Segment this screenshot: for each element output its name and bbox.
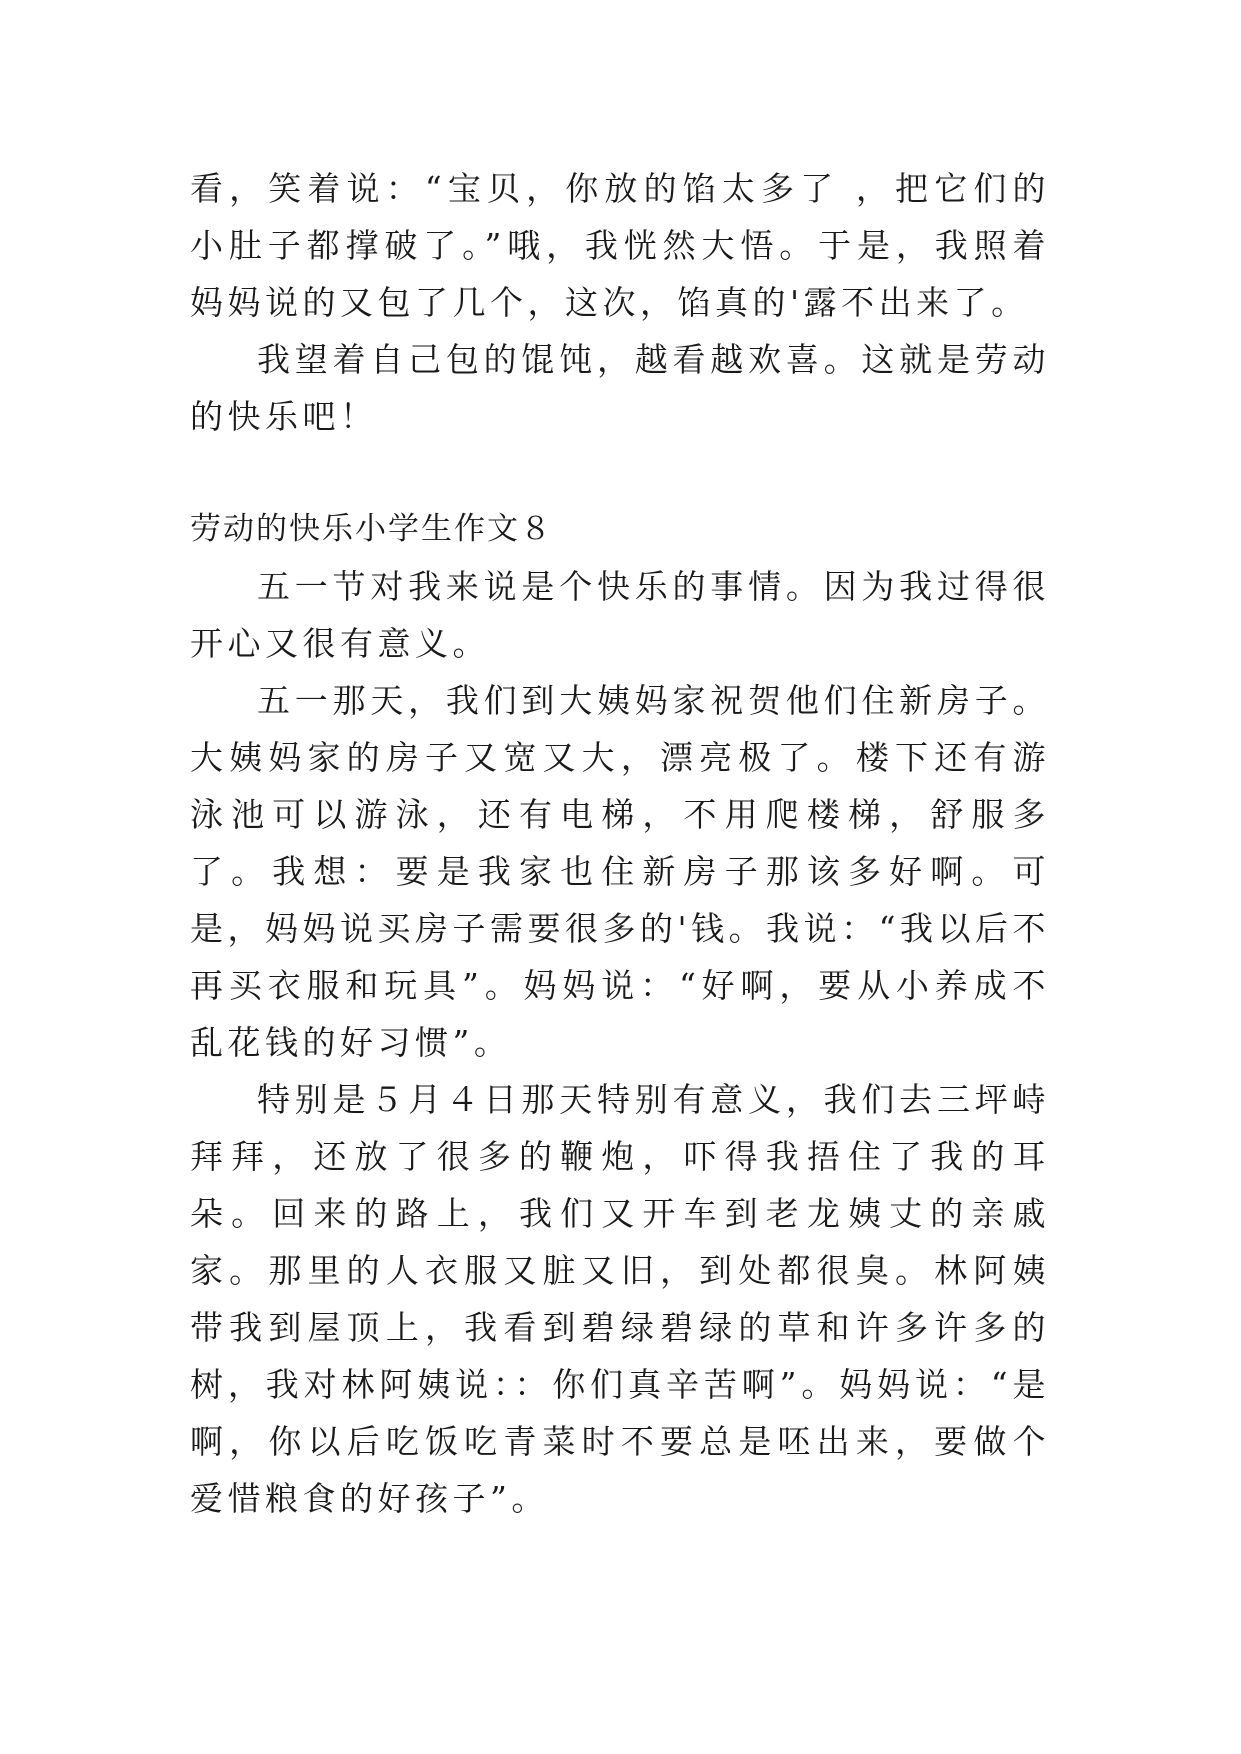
paragraph-continuation: 看，笑着说：“宝贝，你放的馅太多了 ，把它们的小肚子都撑破了。”哦，我恍然大悟。于是，我照着妈妈说的又包了几个，这次，馅真的'露不出来了。	[190, 169, 1050, 322]
paragraph-new-house: 五一那天，我们到大姨妈家祝贺他们住新房子。大姨妈家的房子又宽又大，漂亮极了。楼下还有游泳池可以游泳，还有电梯，不用爬楼梯，舒服多了。我想：要是我家也住新房子那该多好啊。可是，妈妈说买房子需要很多的'钱。我说：“我以后不再买衣服和玩具”。妈妈说：“好啊，要从小养成不乱花钱的好习惯”。	[190, 681, 1050, 1062]
paragraph-conclusion: 我望着自己包的馄饨，越看越欢喜。这就是劳动的快乐吧！	[190, 340, 1050, 436]
section-title: 劳动的快乐小学生作文８	[190, 511, 553, 547]
paragraph-may-fourth: 特别是５月４日那天特别有意义，我们去三坪峙拜拜，还放了很多的鞭炮，吓得我捂住了我的耳朵。回来的路上，我们又开车到老龙姨丈的亲戚家。那里的人衣服又脏又旧，到处都很臭。林阿姨带我到屋顶上，我看到碧绿碧绿的草和许多许多的树，我对林阿姨说：：你们真辛苦啊”。妈妈说：“是啊，你以后吃饭吃青菜时不要总是呸出来，要做个爱惜粮食的好孩子”。	[190, 1080, 1050, 1518]
section-spacer	[190, 445, 1050, 501]
document-page	[190, 160, 1050, 1527]
paragraph-intro: 五一节对我来说是个快乐的事情。因为我过得很开心又很有意义。	[190, 567, 1050, 663]
